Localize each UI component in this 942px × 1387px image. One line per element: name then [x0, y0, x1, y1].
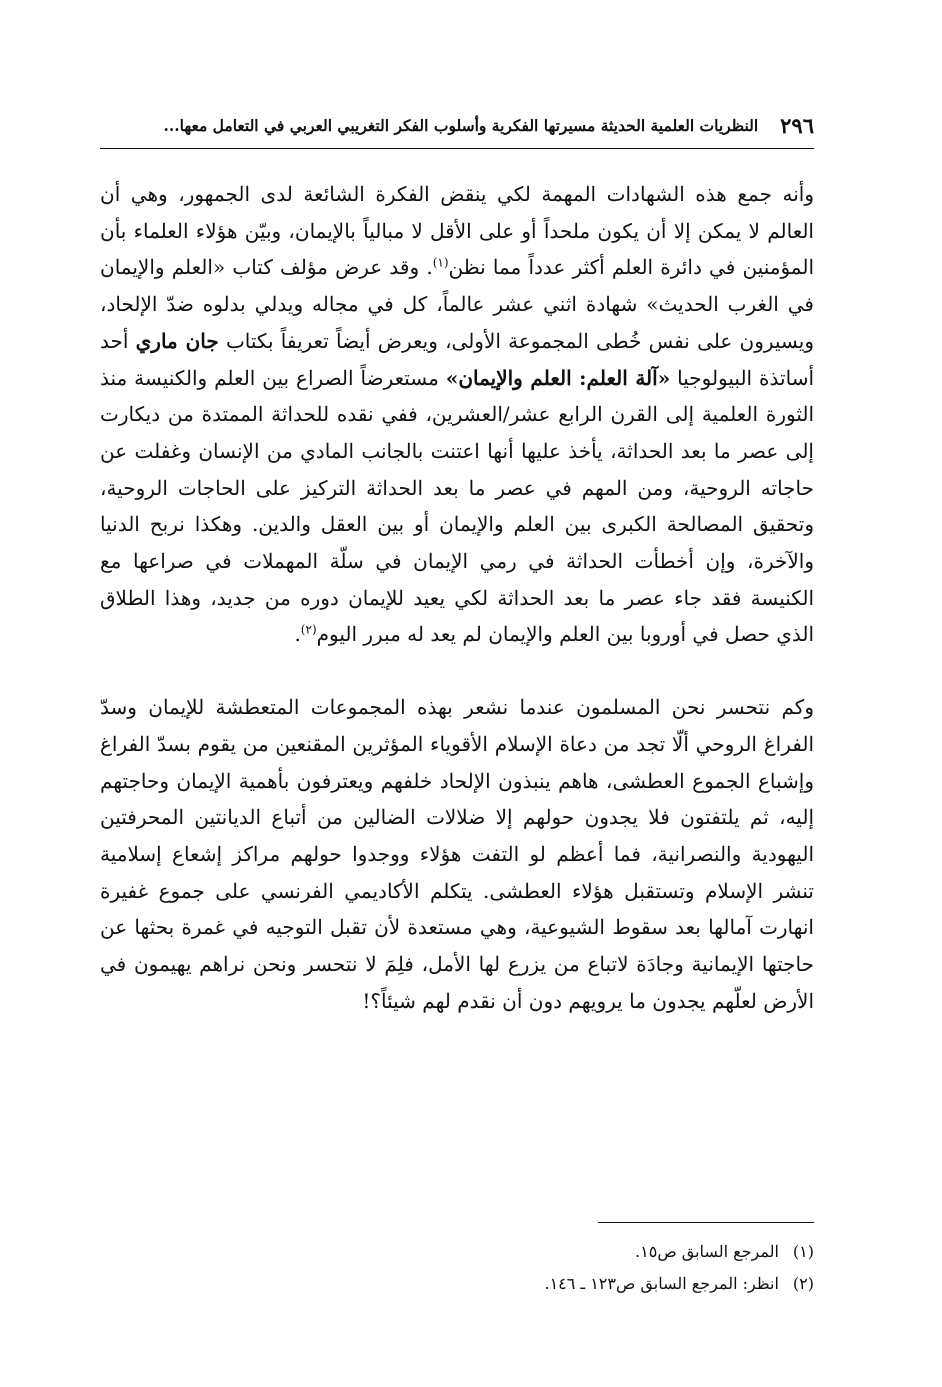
- footnote-divider: [598, 1222, 814, 1223]
- paragraph-1-part-e: .: [294, 622, 301, 647]
- paragraph-1-part-c: أحد أساتذة البيولوجيا: [100, 328, 815, 390]
- book-title: «آلة العلم: العلم والإيمان»: [445, 365, 671, 390]
- paragraph-2: وكم نتحسر نحن المسلمون عندما نشعر بهذه المجموعات المتعطشة للإيمان وسدّ الفراغ الروحي ألّا تجد من دعاة الإسلام الأقوياء المؤثرين المقنعين من يقوم بسدّ الفراغ وإشباع الجموع العطشى، هاهم ينبذون الإلحاد خلفهم ويعترفون بأهمية الإيمان وحاجتهم إليه، ثم يلتفتون فلا يجدون حولهم إلا ضلالات الضالين من أتباع الديانتين المحرفتين اليهودية والنصرانية، فما أعظم لو التفت هؤلاء ووجدوا حولهم مراكز إشعاع إسلامية تنشر الإسلام وتستقبل هؤلاء العطشى. يتكلم الأكاديمي الفرنسي على جموع غفيرة انهارت آمالها بعد سقوط الشيوعية، وهي مستعدة لأن تقبل التوجيه في غمرة بحثها عن حاجتها الإيمانية وجادَة لاتباع من يزرع لها الأمل، فلِمَ لا نتحسر ونحن نراهم يهيمون في الأرض لعلّهم يجدون ما يرويهم دون أن نقدم لهم شيئاً؟!: [100, 695, 814, 1013]
- footnote-1-number: (١): [792, 1242, 814, 1261]
- footnote-ref-1: (١): [432, 255, 449, 270]
- footnote-1-text: المرجع السابق ص١٥.: [635, 1242, 779, 1261]
- paragraph-1-part-d: مستعرضاً الصراع بين العلم والكنيسة منذ الثورة العلمية إلى القرن الرابع عشر/العشرين، ففي نقده للحداثة الممتدة من ديكارت إلى عصر ما بعد الحداثة، يأخذ عليها أنها اعتنت بالجانب المادي من الإنسان وغفلت عن حاجاته الروحية، ومن المهم في عصر ما بعد الحداثة التركيز على الحاجات الروحية، وتحقيق المصالحة الكبرى بين العلم والإيمان أو بين العقل والدين. وهكذا نربح الدنيا والآخرة، وإن أخطأت الحداثة في رمي الإيمان في سلّة المهملات في صراعها مع الكنيسة فقد جاء عصر ما بعد الحداثة لكي يعيد للإيمان دوره من جديد، وهذا الطلاق الذي حصل في أوروبا بين العلم والإيمان لم يعد له مبرر اليوم: [100, 365, 814, 647]
- running-header: [100, 110, 814, 140]
- footnotes: [100, 1236, 814, 1300]
- footnote-2: [100, 1268, 814, 1300]
- paragraph-1: [100, 176, 814, 653]
- page-number: ٢٩٦: [780, 112, 814, 138]
- footnote-2-text: انظر: المرجع السابق ص١٢٣ ـ ١٤٦.: [544, 1274, 779, 1293]
- author-name: جان ماري: [135, 328, 219, 353]
- running-title: النظريات العلمية الحديثة مسيرتها الفكرية وأسلوب الفكر التغريبي العربي في التعامل معها...: [163, 115, 759, 135]
- header-divider: [100, 148, 814, 149]
- paragraph-1-part-a: وأنه جمع هذه الشهادات المهمة لكي ينقض الفكرة الشائعة لدى الجمهور، وهي أن العالم لا يمكن إلا أن يكون ملحداً أو على الأقل لا مبالياً بالإيمان، وبيّن هؤلاء العلماء بأن المؤمنين في دائرة العلم أكثر عدداً مما نظن: [100, 182, 815, 280]
- footnote-1: [100, 1236, 814, 1268]
- footnote-2-number: (٢): [792, 1274, 814, 1293]
- main-text: [100, 176, 814, 1019]
- paragraph-1-part-b: . وقد عرض مؤلف كتاب «العلم والإيمان في الغرب الحديث» شهادة اثني عشر عالماً، كل في مجاله ويدلي بدلوه ضدّ الإلحاد، ويسيرون على نفس خُطى المجموعة الأولى، ويعرض أيضاً تعريفاً بكتاب: [100, 255, 814, 353]
- footnote-ref-2: (٢): [300, 622, 317, 637]
